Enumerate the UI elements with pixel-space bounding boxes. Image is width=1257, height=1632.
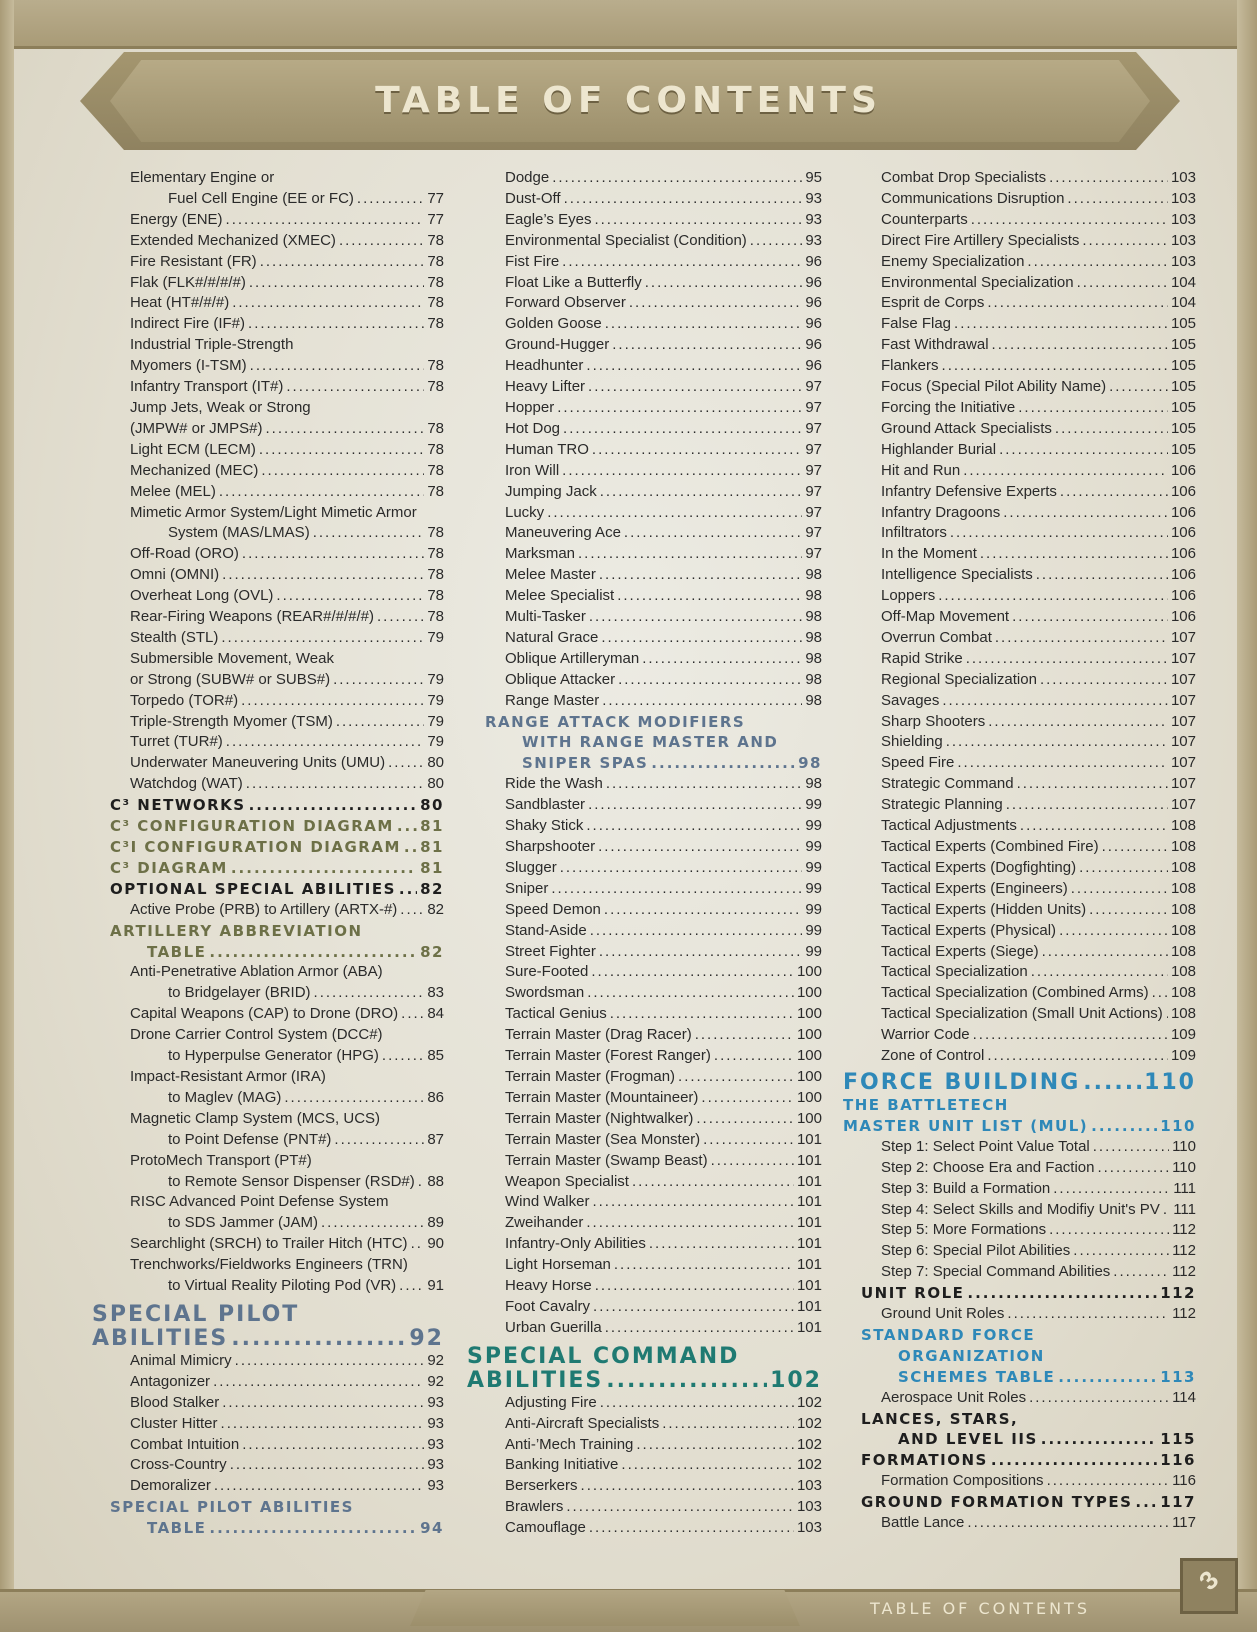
toc-section-title[interactable]: ABILITIES ..... 92 xyxy=(92,1327,444,1351)
toc-entry[interactable]: Tactical Experts (Engineers) ..... 108 xyxy=(843,879,1196,900)
toc-entry[interactable]: Berserkers ..... 103 xyxy=(467,1476,822,1497)
toc-entry[interactable]: to Maglev (MAG) ..... 86 xyxy=(92,1088,444,1109)
toc-entry[interactable]: Demoralizer ..... 93 xyxy=(92,1476,444,1497)
toc-entry[interactable]: Submersible Movement, Weak xyxy=(130,649,334,667)
toc-entry[interactable]: Terrain Master (Forest Ranger) ..... 100 xyxy=(467,1046,822,1067)
toc-entry[interactable]: Oblique Artilleryman ..... 98 xyxy=(467,649,822,670)
toc-entry[interactable]: Fist Fire ..... 96 xyxy=(467,252,822,273)
toc-heading[interactable]: C³I CONFIGURATION DIAGRAM ..... 81 xyxy=(92,837,444,858)
footer-plate xyxy=(410,1590,800,1626)
toc-entry[interactable]: Ride the Wash ..... 98 xyxy=(467,774,822,795)
toc-entry[interactable]: Intelligence Specialists ..... 106 xyxy=(843,565,1196,586)
toc-entry[interactable]: to Bridgelayer (BRID) ..... 83 xyxy=(92,983,444,1004)
toc-entry[interactable]: Regional Specialization ..... 107 xyxy=(843,670,1196,691)
toc-entry[interactable]: Terrain Master (Mountaineer) ..... 100 xyxy=(467,1088,822,1109)
toc-heading[interactable]: C³ NETWORKS ..... 80 xyxy=(92,795,444,816)
toc-entry[interactable]: Anti-Penetrative Ablation Armor (ABA) xyxy=(130,963,383,981)
toc-entry[interactable]: Hot Dog ..... 97 xyxy=(467,419,822,440)
toc-section-title[interactable]: SPECIAL PILOT xyxy=(92,1301,300,1327)
toc-entry[interactable]: Range Master ..... 98 xyxy=(467,691,822,712)
toc-heading[interactable]: RANGE ATTACK MODIFIERS xyxy=(485,712,746,731)
toc-entry[interactable]: Overheat Long (OVL) ..... 78 xyxy=(92,586,444,607)
toc-entry[interactable]: Sniper ..... 99 xyxy=(467,879,822,900)
toc-entry[interactable]: Hit and Run ..... 106 xyxy=(843,461,1196,482)
toc-column-2 xyxy=(467,168,822,1539)
toc-heading[interactable]: AND LEVEL IIS ..... 115 xyxy=(843,1429,1196,1450)
toc-entry[interactable]: Light ECM (LECM) ..... 78 xyxy=(92,440,444,461)
toc-entry[interactable]: Off-Map Movement ..... 106 xyxy=(843,607,1196,628)
toc-column-3 xyxy=(843,168,1196,1534)
toc-entry[interactable]: to Point Defense (PNT#) ..... 87 xyxy=(92,1130,444,1151)
toc-entry[interactable]: Extended Mechanized (XMEC) ..... 78 xyxy=(92,231,444,252)
toc-entry[interactable]: Tactical Experts (Combined Fire) ..... 108 xyxy=(843,837,1196,858)
toc-entry[interactable]: Tactical Specialization (Small Unit Actions) ..... 108 xyxy=(843,1004,1196,1025)
toc-entry[interactable]: Hopper ..... 97 xyxy=(467,398,822,419)
toc-entry[interactable]: Active Probe (PRB) to Artillery (ARTX-#) ..... 82 xyxy=(92,900,444,921)
toc-entry[interactable]: Human TRO ..... 97 xyxy=(467,440,822,461)
toc-entry[interactable]: Ground Unit Roles ..... 112 xyxy=(843,1304,1196,1325)
toc-entry[interactable]: Overrun Combat ..... 107 xyxy=(843,628,1196,649)
toc-entry[interactable]: Maneuvering Ace ..... 97 xyxy=(467,523,822,544)
toc-entry[interactable]: Cluster Hitter ..... 93 xyxy=(92,1414,444,1435)
toc-entry[interactable]: Focus (Special Pilot Ability Name) ..... 105 xyxy=(843,377,1196,398)
toc-entry[interactable]: Wind Walker ..... 101 xyxy=(467,1192,822,1213)
toc-section-title[interactable]: SPECIAL COMMAND xyxy=(467,1343,740,1369)
toc-entry[interactable]: Zweihander ..... 101 xyxy=(467,1213,822,1234)
toc-entry[interactable]: Environmental Specialization ..... 104 xyxy=(843,273,1196,294)
toc-entry[interactable]: System (MAS/LMAS) ..... 78 xyxy=(92,523,444,544)
frame-top xyxy=(0,0,1257,49)
toc-entry[interactable]: Adjusting Fire ..... 102 xyxy=(467,1393,822,1414)
toc-entry[interactable]: Terrain Master (Nightwalker) ..... 100 xyxy=(467,1109,822,1130)
toc-entry[interactable]: Flankers ..... 105 xyxy=(843,356,1196,377)
toc-entry[interactable]: Step 2: Choose Era and Faction ..... 110 xyxy=(843,1158,1196,1179)
toc-entry[interactable]: Speed Demon ..... 99 xyxy=(467,900,822,921)
toc-entry[interactable]: to Hyperpulse Generator (HPG) ..... 85 xyxy=(92,1046,444,1067)
toc-entry[interactable]: Underwater Maneuvering Units (UMU) ..... 80 xyxy=(92,753,444,774)
toc-entry[interactable]: In the Moment ..... 106 xyxy=(843,544,1196,565)
toc-entry[interactable]: Aerospace Unit Roles ..... 114 xyxy=(843,1388,1196,1409)
toc-entry[interactable]: Omni (OMNI) ..... 78 xyxy=(92,565,444,586)
toc-entry[interactable]: Headhunter ..... 96 xyxy=(467,356,822,377)
toc-heading[interactable]: LANCES, STARS, xyxy=(861,1409,1019,1428)
toc-entry[interactable]: Indirect Fire (IF#) ..... 78 xyxy=(92,314,444,335)
toc-entry[interactable]: Brawlers ..... 103 xyxy=(467,1497,822,1518)
toc-entry[interactable]: Zone of Control ..... 109 xyxy=(843,1046,1196,1067)
toc-entry[interactable]: Fast Withdrawal ..... 105 xyxy=(843,335,1196,356)
toc-section-title[interactable]: FORCE BUILDING ..... 110 xyxy=(843,1071,1196,1095)
toc-entry[interactable]: Dodge ..... 95 xyxy=(467,168,822,189)
toc-entry[interactable]: Antagonizer ..... 92 xyxy=(92,1372,444,1393)
toc-entry[interactable]: Elementary Engine or xyxy=(130,169,275,186)
toc-entry[interactable]: Highlander Burial ..... 105 xyxy=(843,440,1196,461)
toc-entry[interactable]: Dust-Off ..... 93 xyxy=(467,189,822,210)
toc-entry[interactable]: Warrior Code ..... 109 xyxy=(843,1025,1196,1046)
toc-entry[interactable]: Magnetic Clamp System (MCS, UCS) xyxy=(130,1109,381,1127)
toc-entry[interactable]: Sandblaster ..... 99 xyxy=(467,795,822,816)
toc-entry[interactable]: Infiltrators ..... 106 xyxy=(843,523,1196,544)
toc-entry[interactable]: Rapid Strike ..... 107 xyxy=(843,649,1196,670)
toc-heading[interactable]: MASTER UNIT LIST (MUL) ..... 110 xyxy=(843,1116,1196,1137)
toc-entry[interactable]: Tactical Specialization ..... 108 xyxy=(843,962,1196,983)
toc-entry[interactable]: Jumping Jack ..... 97 xyxy=(467,482,822,503)
toc-entry[interactable]: Terrain Master (Sea Monster) ..... 101 xyxy=(467,1130,822,1151)
toc-entry[interactable]: Step 4: Select Skills and Modifiy Unit's PV ..... 111 xyxy=(843,1200,1196,1221)
toc-entry[interactable]: Drone Carrier Control System (DCC#) xyxy=(130,1026,383,1044)
toc-entry[interactable]: Forcing the Initiative ..... 105 xyxy=(843,398,1196,419)
toc-column-1 xyxy=(92,168,444,1539)
toc-heading[interactable]: ORGANIZATION xyxy=(898,1346,1045,1365)
toc-entry[interactable]: Blood Stalker ..... 93 xyxy=(92,1393,444,1414)
toc-entry[interactable]: Combat Drop Specialists ..... 103 xyxy=(843,168,1196,189)
toc-entry[interactable]: Banking Initiative ..... 102 xyxy=(467,1455,822,1476)
toc-entry[interactable]: Heat (HT#/#/#) ..... 78 xyxy=(92,293,444,314)
footer-title: TABLE OF CONTENTS xyxy=(870,1599,1090,1618)
toc-entry[interactable]: Terrain Master (Swamp Beast) ..... 101 xyxy=(467,1151,822,1172)
toc-entry[interactable]: Tactical Experts (Physical) ..... 108 xyxy=(843,921,1196,942)
toc-heading[interactable]: GROUND FORMATION TYPES ..... 117 xyxy=(843,1492,1196,1513)
toc-entry[interactable]: Strategic Planning ..... 107 xyxy=(843,795,1196,816)
frame-left xyxy=(0,0,14,1632)
toc-entry[interactable]: Forward Observer ..... 96 xyxy=(467,293,822,314)
toc-entry[interactable]: Energy (ENE) ..... 77 xyxy=(92,210,444,231)
toc-entry[interactable]: Communications Disruption ..... 103 xyxy=(843,189,1196,210)
toc-heading[interactable]: C³ DIAGRAM ..... 81 xyxy=(92,858,444,879)
toc-entry[interactable]: Counterparts ..... 103 xyxy=(843,210,1196,231)
toc-entry[interactable]: Industrial Triple-Strength xyxy=(130,336,294,354)
toc-entry[interactable]: Step 1: Select Point Value Total ..... 110 xyxy=(843,1137,1196,1158)
toc-entry[interactable]: Melee Specialist ..... 98 xyxy=(467,586,822,607)
toc-entry[interactable]: Golden Goose ..... 96 xyxy=(467,314,822,335)
toc-heading[interactable]: SNIPER SPAS ..... 98 xyxy=(467,753,822,774)
toc-entry[interactable]: Searchlight (SRCH) to Trailer Hitch (HTC) ..... 90 xyxy=(92,1234,444,1255)
toc-entry[interactable]: Ground-Hugger ..... 96 xyxy=(467,335,822,356)
page-title: TABLE OF CONTENTS xyxy=(375,80,882,121)
toc-entry[interactable]: Shaky Stick ..... 99 xyxy=(467,816,822,837)
toc-entry[interactable]: Heavy Lifter ..... 97 xyxy=(467,377,822,398)
toc-entry[interactable]: Tactical Specialization (Combined Arms) ..... 108 xyxy=(843,983,1196,1004)
toc-entry[interactable]: Formation Compositions ..... 116 xyxy=(843,1471,1196,1492)
toc-entry[interactable]: Jump Jets, Weak or Strong xyxy=(130,398,311,416)
toc-entry[interactable]: Slugger ..... 99 xyxy=(467,858,822,879)
toc-entry[interactable]: Tactical Experts (Dogfighting) ..... 108 xyxy=(843,858,1196,879)
toc-heading[interactable]: OPTIONAL SPECIAL ABILITIES ..... 82 xyxy=(92,879,444,900)
toc-heading[interactable]: SCHEMES TABLE ..... 113 xyxy=(843,1367,1196,1388)
toc-entry[interactable]: Trenchworks/Fieldworks Engineers (TRN) xyxy=(130,1256,408,1274)
toc-entry[interactable]: Combat Intuition ..... 93 xyxy=(92,1435,444,1456)
toc-entry[interactable]: Savages ..... 107 xyxy=(843,691,1196,712)
toc-entry[interactable]: Tactical Genius ..... 100 xyxy=(467,1004,822,1025)
toc-heading[interactable]: C³ CONFIGURATION DIAGRAM ..... 81 xyxy=(92,816,444,837)
toc-heading[interactable]: SPECIAL PILOT ABILITIES xyxy=(110,1498,354,1517)
toc-entry[interactable]: Multi-Tasker ..... 98 xyxy=(467,607,822,628)
toc-entry[interactable]: Marksman ..... 97 xyxy=(467,544,822,565)
toc-entry[interactable]: Melee (MEL) ..... 78 xyxy=(92,482,444,503)
toc-entry[interactable]: Lucky ..... 97 xyxy=(467,503,822,524)
toc-entry[interactable]: Terrain Master (Drag Racer) ..... 100 xyxy=(467,1025,822,1046)
toc-entry[interactable]: Torpedo (TOR#) ..... 79 xyxy=(92,691,444,712)
toc-entry[interactable]: Fuel Cell Engine (EE or FC) ..... 77 xyxy=(92,189,444,210)
toc-heading[interactable]: UNIT ROLE ..... 112 xyxy=(843,1283,1196,1304)
toc-entry[interactable]: Off-Road (ORO) ..... 78 xyxy=(92,544,444,565)
toc-entry[interactable]: Camouflage ..... 103 xyxy=(467,1518,822,1539)
toc-entry[interactable]: Iron Will ..... 97 xyxy=(467,461,822,482)
toc-heading[interactable]: STANDARD FORCE xyxy=(861,1325,1036,1344)
toc-entry[interactable]: Heavy Horse ..... 101 xyxy=(467,1276,822,1297)
toc-entry[interactable]: Natural Grace ..... 98 xyxy=(467,628,822,649)
toc-entry[interactable]: Triple-Strength Myomer (TSM) ..... 79 xyxy=(92,712,444,733)
toc-entry[interactable]: Tactical Adjustments ..... 108 xyxy=(843,816,1196,837)
toc-entry[interactable]: Sharp Shooters ..... 107 xyxy=(843,712,1196,733)
toc-entry[interactable]: Foot Cavalry ..... 101 xyxy=(467,1297,822,1318)
toc-entry[interactable]: Urban Guerilla ..... 101 xyxy=(467,1318,822,1339)
toc-entry[interactable]: Step 3: Build a Formation ..... 111 xyxy=(843,1179,1196,1200)
toc-entry[interactable]: Mechanized (MEC) ..... 78 xyxy=(92,461,444,482)
toc-entry[interactable]: Terrain Master (Frogman) ..... 100 xyxy=(467,1067,822,1088)
toc-heading[interactable]: TABLE ..... 82 xyxy=(92,942,444,963)
toc-entry[interactable]: Environmental Specialist (Condition) ..... 93 xyxy=(467,231,822,252)
toc-entry[interactable]: Battle Lance ..... 117 xyxy=(843,1513,1196,1534)
frame-right xyxy=(1237,0,1257,1632)
toc-entry[interactable]: Tactical Experts (Hidden Units) ..... 108 xyxy=(843,900,1196,921)
toc-heading[interactable]: TABLE ..... 94 xyxy=(92,1518,444,1539)
toc-entry[interactable]: Swordsman ..... 100 xyxy=(467,983,822,1004)
toc-entry[interactable]: or Strong (SUBW# or SUBS#) ..... 79 xyxy=(92,670,444,691)
toc-entry[interactable]: Eagle’s Eyes ..... 93 xyxy=(467,210,822,231)
toc-entry[interactable]: Watchdog (WAT) ..... 80 xyxy=(92,774,444,795)
toc-entry[interactable]: Animal Mimicry ..... 92 xyxy=(92,1351,444,1372)
toc-entry[interactable]: False Flag ..... 105 xyxy=(843,314,1196,335)
toc-entry[interactable]: Rear-Firing Weapons (REAR#/#/#/#) ..... 78 xyxy=(92,607,444,628)
toc-entry[interactable]: Mimetic Armor System/Light Mimetic Armor xyxy=(130,503,417,521)
toc-entry[interactable]: Shielding ..... 107 xyxy=(843,732,1196,753)
toc-entry[interactable]: Loppers ..... 106 xyxy=(843,586,1196,607)
toc-entry[interactable]: to SDS Jammer (JAM) ..... 89 xyxy=(92,1213,444,1234)
page-number: 3 xyxy=(1192,1564,1225,1596)
toc-entry[interactable]: Infantry Transport (IT#) ..... 78 xyxy=(92,377,444,398)
toc-entry[interactable]: Capital Weapons (CAP) to Drone (DRO) ..... 84 xyxy=(92,1004,444,1025)
toc-heading[interactable]: FORMATIONS ..... 116 xyxy=(843,1450,1196,1471)
toc-entry[interactable]: Infantry-Only Abilities ..... 101 xyxy=(467,1234,822,1255)
toc-entry[interactable]: to Remote Sensor Dispenser (RSD#) ..... 88 xyxy=(92,1172,444,1193)
toc-entry[interactable]: Sure-Footed ..... 100 xyxy=(467,962,822,983)
toc-entry[interactable]: Weapon Specialist ..... 101 xyxy=(467,1172,822,1193)
toc-entry[interactable]: Anti-Aircraft Specialists ..... 102 xyxy=(467,1414,822,1435)
toc-heading[interactable]: WITH RANGE MASTER AND xyxy=(522,733,779,752)
toc-entry[interactable]: Esprit de Corps ..... 104 xyxy=(843,293,1196,314)
toc-entry[interactable]: Impact-Resistant Armor (IRA) xyxy=(130,1067,326,1085)
toc-entry[interactable]: Stand-Aside ..... 99 xyxy=(467,921,822,942)
toc-entry[interactable]: Tactical Experts (Siege) ..... 108 xyxy=(843,942,1196,963)
toc-entry[interactable]: Anti-’Mech Training ..... 102 xyxy=(467,1435,822,1456)
toc-entry[interactable]: Turret (TUR#) ..... 79 xyxy=(92,732,444,753)
toc-entry[interactable]: Stealth (STL) ..... 79 xyxy=(92,628,444,649)
toc-entry[interactable]: Myomers (I-TSM) ..... 78 xyxy=(92,356,444,377)
toc-entry[interactable]: Fire Resistant (FR) ..... 78 xyxy=(92,252,444,273)
toc-entry[interactable]: Direct Fire Artillery Specialists ..... 103 xyxy=(843,231,1196,252)
toc-entry[interactable]: Melee Master ..... 98 xyxy=(467,565,822,586)
toc-entry[interactable]: Street Fighter ..... 99 xyxy=(467,942,822,963)
toc-entry[interactable]: Enemy Specialization ..... 103 xyxy=(843,252,1196,273)
toc-entry[interactable]: Float Like a Butterfly ..... 96 xyxy=(467,273,822,294)
toc-entry[interactable]: Infantry Defensive Experts ..... 106 xyxy=(843,482,1196,503)
toc-entry[interactable]: ProtoMech Transport (PT#) xyxy=(130,1151,312,1169)
toc-entry[interactable]: Oblique Attacker ..... 98 xyxy=(467,670,822,691)
toc-entry[interactable]: (JMPW# or JMPS#) ..... 78 xyxy=(92,419,444,440)
toc-entry[interactable]: Cross-Country ..... 93 xyxy=(92,1455,444,1476)
toc-section-title[interactable]: ABILITIES ..... 102 xyxy=(467,1369,822,1393)
toc-entry[interactable]: Ground Attack Specialists ..... 105 xyxy=(843,419,1196,440)
toc-entry[interactable]: Step 5: More Formations ..... 112 xyxy=(843,1220,1196,1241)
toc-entry[interactable]: to Virtual Reality Piloting Pod (VR) ..... 91 xyxy=(92,1276,444,1297)
toc-entry[interactable]: Step 7: Special Command Abilities ..... 112 xyxy=(843,1262,1196,1283)
toc-entry[interactable]: Step 6: Special Pilot Abilities ..... 112 xyxy=(843,1241,1196,1262)
toc-heading[interactable]: THE BATTLETECH xyxy=(843,1095,1009,1114)
toc-entry[interactable]: Strategic Command ..... 107 xyxy=(843,774,1196,795)
toc-entry[interactable]: Sharpshooter ..... 99 xyxy=(467,837,822,858)
toc-entry[interactable]: Flak (FLK#/#/#/#) ..... 78 xyxy=(92,273,444,294)
toc-entry[interactable]: Light Horseman ..... 101 xyxy=(467,1255,822,1276)
toc-entry[interactable]: Infantry Dragoons ..... 106 xyxy=(843,503,1196,524)
toc-heading[interactable]: ARTILLERY ABBREVIATION xyxy=(110,921,363,940)
toc-entry[interactable]: Speed Fire ..... 107 xyxy=(843,753,1196,774)
toc-entry[interactable]: RISC Advanced Point Defense System xyxy=(130,1193,389,1211)
